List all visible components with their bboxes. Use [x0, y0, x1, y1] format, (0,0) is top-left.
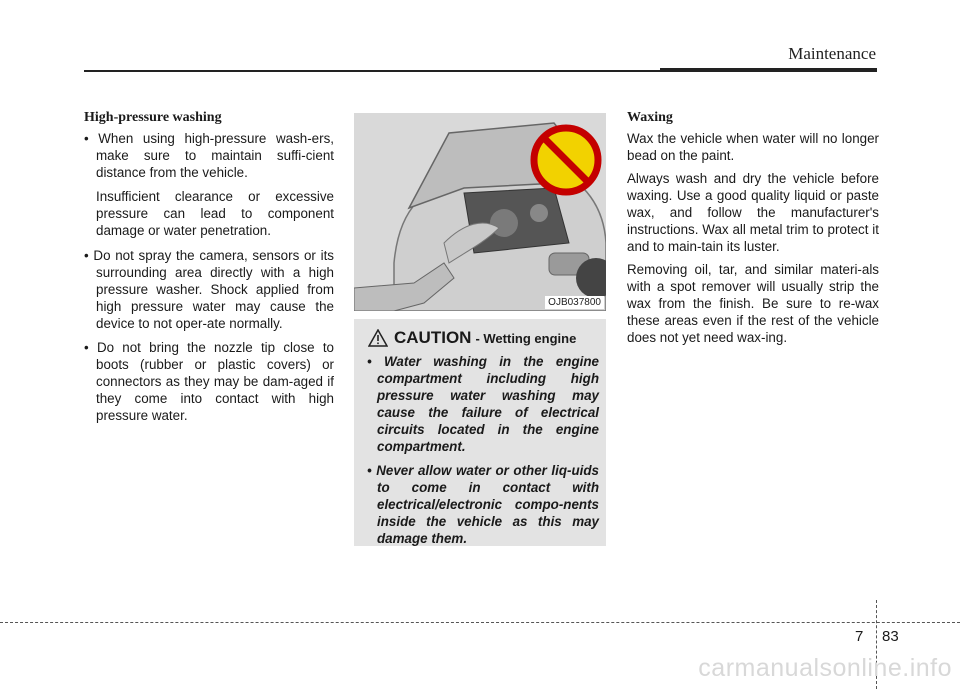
caution-text: Never allow water or other liq-uids to come in contact with electrical/electronic compo-nents inside the vehicle as this may damage them.	[376, 463, 599, 546]
chapter-number: 7	[855, 628, 864, 645]
caution-body	[367, 353, 599, 554]
bullet-text: When using high-pressure wash-ers, make sure to maintain suffi-cient distance from the vehicle.	[96, 131, 334, 180]
paragraph: Always wash and dry the vehicle before waxing. Use a good quality liquid or paste wax, and follow the manufacturer's instructions. Wax all metal trim to protect it and to main-tain its luster.	[627, 171, 879, 254]
footer-rule	[0, 622, 960, 623]
caution-text: Water washing in the engine compartment including high pressure water washing may cause the failure of electrical circuits located in the engine compartment.	[377, 354, 599, 454]
caution-item: • Water washing in the engine compartment including high pressure water washing may cause the failure of electrical circuits located in the engine compartment.	[367, 354, 599, 454]
caution-subtitle: - Wetting engine	[475, 330, 577, 346]
caution-header	[368, 328, 576, 348]
caution-title: CAUTION	[394, 328, 472, 347]
bullet-followup: Insufficient clearance or excessive pressure can lead to component damage or water penetration.	[96, 189, 334, 238]
bullet-item: • Do not spray the camera, sensors or its surrounding area directly with a high pressure washer. Shock applied from high pressure water may cause the device to not oper-ate normally.	[84, 248, 334, 331]
caution-box	[354, 319, 606, 546]
section-title: Maintenance	[788, 44, 876, 63]
caution-item: • Never allow water or other liq-uids to come in contact with electrical/electronic compo-nents inside the vehicle as this may damage them.	[367, 463, 599, 546]
right-column	[627, 110, 879, 352]
bullet-item: • Do not bring the nozzle tip close to boots (rubber or plastic covers) or connectors as they may be dam-aged if they come into contact with high pressure water.	[84, 340, 334, 423]
bullet-text: Do not spray the camera, sensors or its surrounding area directly with a high pressure washer. Shock applied from high pressure water may cause the device to not oper-ate normally.	[93, 248, 334, 331]
page-number: 83	[882, 628, 899, 645]
bullet-text: Do not bring the nozzle tip close to boots (rubber or plastic covers) or connectors as they may be dam-aged if they come into contact with high pressure water.	[96, 340, 334, 423]
header-rule-accent	[660, 68, 877, 72]
section-heading-waxing: Waxing	[627, 110, 673, 125]
bullet-item: • When using high-pressure wash-ers, make sure to maintain suffi-cient distance from the vehicle.	[84, 131, 334, 180]
warning-triangle-icon	[368, 329, 388, 347]
no-engine-washing-illustration	[354, 113, 606, 311]
engine-washing-illustration	[354, 113, 606, 311]
section-heading-high-pressure: High-pressure washing	[84, 110, 222, 125]
watermark: carmanualsonline.info	[698, 654, 952, 682]
figure-code: OJB037800	[545, 296, 604, 309]
paragraph: Wax the vehicle when water will no longer bead on the paint.	[627, 131, 879, 163]
left-column	[84, 110, 334, 431]
paragraph: Removing oil, tar, and similar materi-als with a spot remover will usually strip the wax from the finish. Be sure to re-wax these areas even if the rest of the vehicle does not yet need wax-ing.	[627, 262, 879, 345]
